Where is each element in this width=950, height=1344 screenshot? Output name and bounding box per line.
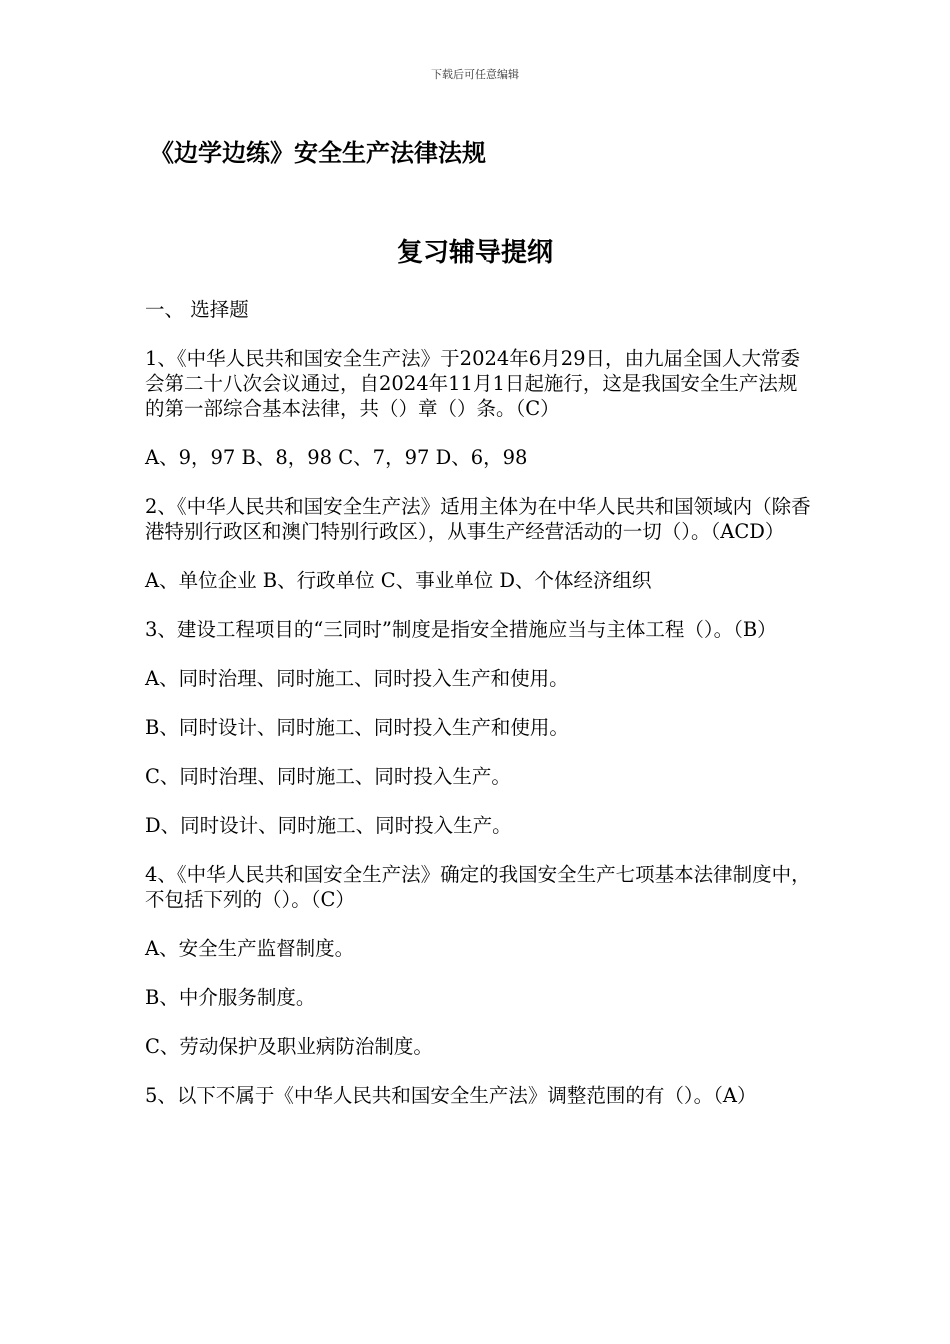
document-title: 《边学边练》安全生产法律法规: [150, 139, 486, 167]
document-body: [145, 297, 813, 1132]
question-4-option-c: C、劳动保护及职业病防治制度。: [145, 1035, 433, 1058]
question-3-option-b: B、同时设计、同时施工、同时投入生产和使用。: [145, 716, 569, 739]
question-3-option-c: C、同时治理、同时施工、同时投入生产。: [145, 765, 511, 788]
question-4-option-a: A、安全生产监督制度。: [145, 937, 355, 960]
section-heading: 一、 选择题: [145, 298, 249, 321]
question-4: 4、《中华人民共和国安全生产法》确定的我国安全生产七项基本法律制度中，不包括下列的（）。（C）: [145, 863, 811, 911]
question-2-options: A、单位企业 B、行政单位 C、事业单位 D、个体经济组织: [145, 569, 652, 592]
question-3: 3、建设工程项目的“三同时”制度是指安全措施应当与主体工程（）。（B）: [145, 618, 777, 641]
question-2: 2、《中华人民共和国安全生产法》适用主体为在中华人民共和国领域内（除香港特别行政区和澳门特别行政区），从事生产经营活动的一切（）。（ACD）: [145, 495, 811, 543]
question-1: 1、《中华人民共和国安全生产法》于2024年6月29日，由九届全国人大常委会第二十八次会议通过，自2024年11月1日起施行，这是我国安全生产法规的第一部综合基本法律，共（）章（）条。（C）: [145, 347, 801, 420]
document-subtitle: 复习辅导提纲: [396, 238, 553, 268]
question-4-option-b: B、中介服务制度。: [145, 986, 316, 1009]
question-3-option-d: D、同时设计、同时施工、同时投入生产。: [145, 814, 512, 837]
question-3-option-a: A、同时治理、同时施工、同时投入生产和使用。: [145, 667, 569, 690]
header-note: 下载后可任意编辑: [431, 68, 519, 81]
question-1-options: A、9，97 B、8，98 C、7，97 D、6，98: [145, 446, 528, 469]
question-5: 5、以下不属于《中华人民共和国安全生产法》调整范围的有（）。（A）: [145, 1084, 757, 1107]
